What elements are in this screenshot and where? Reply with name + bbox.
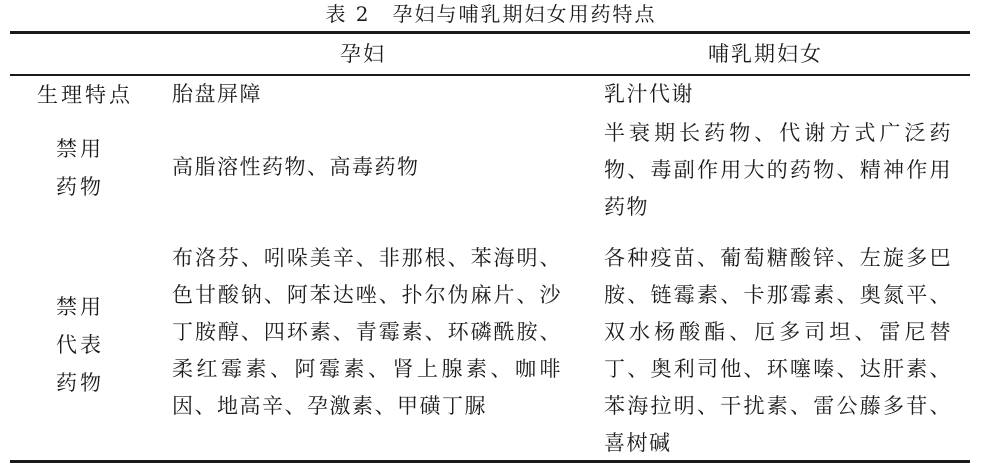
row-label-banned-representative-drugs: 禁用 代表 药物 <box>56 295 104 395</box>
cell-lactating-banned-drugs: 半衰期长药物、代谢方式广泛药物、毒副作用大的药物、精神作用药物 <box>604 121 952 219</box>
row-label-physiology: 生理特点 <box>37 83 133 107</box>
table-bottom-rule <box>10 460 970 463</box>
table-caption: 表 2 孕妇与哺乳期妇女用药特点 <box>325 2 657 26</box>
cell-lactating-representative-drugs: 各种疫苗、葡萄糖酸锌、左旋多巴胺、链霉素、卡那霉素、奥氮平、双水杨酸酯、厄多司坦、雷尼替丁、奥利司他、环噻嗪、达肝素、苯海拉明、干扰素、雷公藤多苷、喜树碱 <box>604 246 952 455</box>
cell-pregnant-physiology: 胎盘屏障 <box>172 82 262 106</box>
row-label-banned-drugs: 禁用 药物 <box>56 137 104 199</box>
table-top-rule <box>10 31 970 34</box>
cell-pregnant-representative-drugs: 布洛芬、吲哚美辛、非那根、苯海明、色甘酸钠、阿苯达唑、扑尔伪麻片、沙丁胺醇、四环素、青霉素、环磷酰胺、柔红霉素、阿霉素、肾上腺素、咖啡因、地高辛、孕激素、甲磺丁脲 <box>172 246 562 418</box>
column-header-lactating: 哺乳期妇女 <box>708 42 823 66</box>
cell-lactating-physiology: 乳汁代谢 <box>604 82 694 106</box>
cell-pregnant-banned-drugs: 高脂溶性药物、高毒药物 <box>172 155 420 179</box>
column-header-pregnant: 孕妇 <box>340 42 386 66</box>
